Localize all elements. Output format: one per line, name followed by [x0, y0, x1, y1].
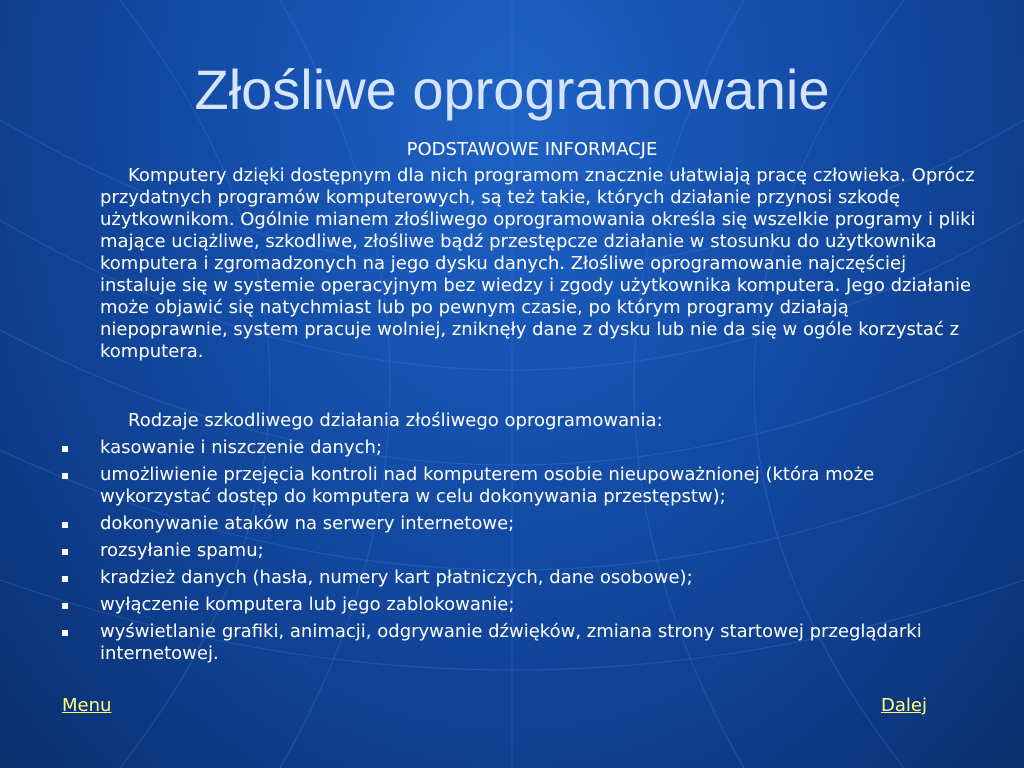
- intro-paragraph-text: Komputery dzięki dostępnym dla nich programom znacznie ułatwiają pracę człowieka. Oprócz przydatnych programów komputerowych, są też takie, których działanie przynosi szkodę użytkownikom. Ogólnie mianem złośliwego oprogramowania określa się wszelkie programy i pliki mające uciążliwe, szkodliwe, złośliwe bądź przestępcze działanie w stosunku do użytkownika komputera i zgromadzonych na jego dysku danych. Złośliwe oprogramowanie najczęściej instaluje się w systemie operacyjnym bez wiedzy i zgody użytkownika komputera. Jego działanie może objawić się natychmiast lub po pewnym czasie, po którym programy działają niepoprawnie, system pracuje wolniej, zniknęły dane z dysku lub nie da się w ogóle korzystać z komputera.: [100, 165, 976, 362]
- list-item: wyłączenie komputera lub jego zablokowanie;: [100, 594, 970, 616]
- menu-link[interactable]: Menu: [62, 695, 112, 716]
- list-item: kradzież danych (hasła, numery kart płatniczych, dane osobowe);: [100, 567, 970, 589]
- bullet-square-icon: [62, 446, 68, 452]
- bullet-square-icon: [62, 603, 68, 609]
- bullet-square-icon: [62, 473, 68, 479]
- intro-paragraph: [100, 165, 980, 363]
- bullet-square-icon: [62, 576, 68, 582]
- types-heading: Rodzaje szkodliwego działania złośliwego oprogramowania:: [128, 410, 663, 431]
- list-item: kasowanie i niszczenie danych;: [100, 437, 970, 459]
- slide-title: Złośliwe oprogramowanie: [194, 58, 830, 121]
- list-item: dokonywanie ataków na serwery internetowe;: [100, 513, 970, 535]
- list-item: rozsyłanie spamu;: [100, 540, 970, 562]
- next-link[interactable]: Dalej: [881, 695, 927, 716]
- list-item: wyświetlanie grafiki, animacji, odgrywanie dźwięków, zmiana strony startowej przeglądarki internetowej.: [100, 621, 970, 665]
- list-item: umożliwienie przejęcia kontroli nad komputerem osobie nieupoważnionej (która może wykorzystać dostęp do komputera w celu dokonywania przestępstw);: [100, 464, 970, 508]
- harm-list: [100, 437, 970, 670]
- bullet-square-icon: [62, 630, 68, 636]
- slide-subtitle: PODSTAWOWE INFORMACJE: [406, 139, 658, 160]
- bullet-square-icon: [62, 522, 68, 528]
- bullet-square-icon: [62, 549, 68, 555]
